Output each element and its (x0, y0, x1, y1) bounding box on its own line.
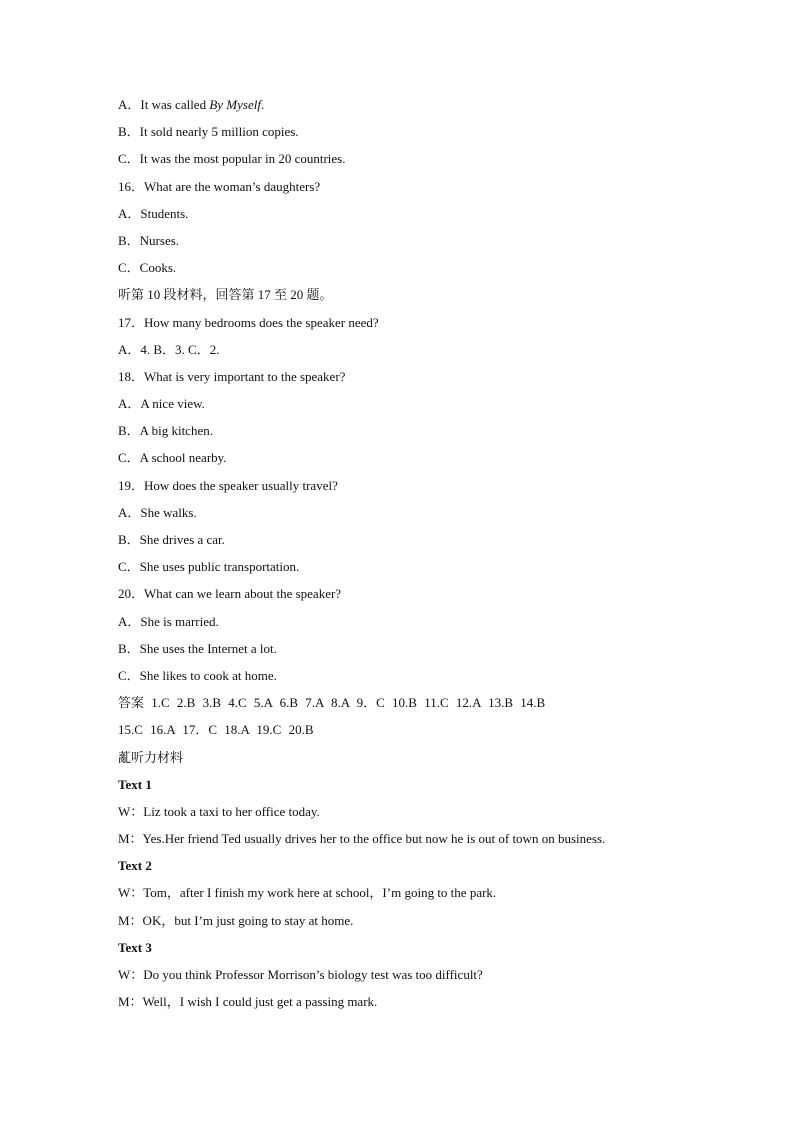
text-line: W：Do you think Professor Morrison’s biology test was too difficult? (118, 967, 483, 982)
option-text: A．It was called (118, 97, 210, 112)
text-line: 19．How does the speaker usually travel? (118, 477, 338, 493)
text-line: B．Nurses. (118, 232, 180, 248)
text-line: C．She likes to cook at home. (118, 667, 277, 683)
text-line: B．She uses the Internet a lot. (118, 640, 277, 656)
text-line: W：Tom，after I finish my work here at school，I’m going to the park. (118, 885, 497, 901)
answer-key-line: 15.C 16.A 17．C 18.A 19.C 20.B (118, 722, 314, 738)
text-line: A．She is married. (118, 613, 219, 629)
text-line: 薍听力材料 (118, 749, 184, 765)
text-line: 17．How many bedrooms does the speaker need? (118, 314, 379, 330)
text-line: 听第 10 段材料，回答第 17 至 20 题。 (118, 287, 333, 303)
book-title: By Myself (209, 97, 261, 112)
text-line: 20．What can we learn about the speaker? (118, 586, 342, 602)
text-line: C．Cooks. (118, 260, 177, 276)
text-line: B．It sold nearly 5 million copies. (118, 124, 299, 140)
text-line: C．It was the most popular in 20 countries. (118, 151, 346, 167)
text-line: A．She walks. (118, 504, 197, 520)
option-text-end: . (260, 97, 265, 112)
section-heading: Text 3 (118, 939, 152, 955)
section-heading: Text 2 (118, 858, 152, 874)
text-line: M：Well，I wish I could just get a passing mark. (118, 994, 378, 1010)
text-line: M：Yes.Her friend Ted usually drives her to the office but now he is out of town on business. (118, 831, 606, 847)
text-line: C．She uses public transportation. (118, 559, 300, 575)
document-body (118, 95, 718, 1019)
text-line: A．4. B．3. C．2. (118, 341, 220, 357)
answer-key-line: 答案 1.C 2.B 3.B 4.C 5.A 6.B 7.A 8.A 9．C 10.B 11.C 12.A 13.B 14.B (118, 695, 546, 711)
option-line (118, 95, 718, 122)
text-line: A．Students. (118, 205, 189, 221)
text-line: B．A big kitchen. (118, 423, 213, 439)
text-line: C．A school nearby. (118, 450, 227, 466)
section-heading: Text 1 (118, 776, 152, 792)
text-line: M：OK，but I’m just going to stay at home. (118, 912, 354, 928)
text-line: B．She drives a car. (118, 532, 225, 547)
text-line: W：Liz took a taxi to her office today. (118, 803, 320, 819)
text-line: 18．What is very important to the speaker? (118, 368, 346, 384)
text-line: 16．What are the woman’s daughters? (118, 178, 321, 194)
text-line: A．A nice view. (118, 396, 205, 412)
